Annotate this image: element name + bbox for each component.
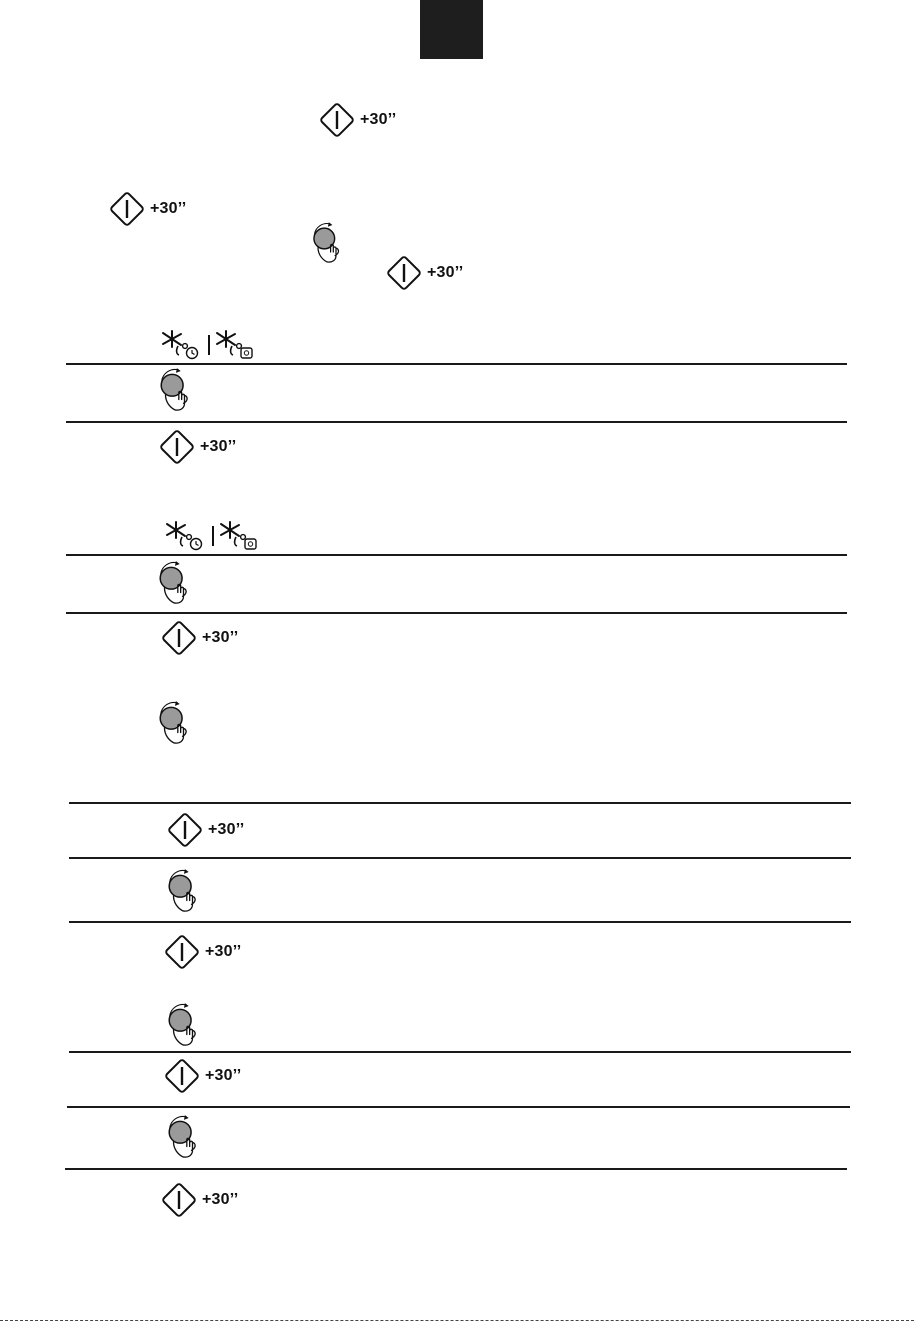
start-button[interactable]	[163, 1057, 241, 1095]
defrost-buttons[interactable]	[164, 521, 262, 551]
start-button[interactable]	[158, 428, 236, 466]
start-button[interactable]	[163, 933, 241, 971]
rotary-dial-hand-icon[interactable]	[164, 1003, 202, 1047]
start-diamond-icon	[160, 1181, 198, 1219]
start-button[interactable]	[108, 190, 186, 228]
start-button[interactable]	[160, 1181, 238, 1219]
start-diamond-icon	[163, 1057, 201, 1095]
section-tab	[420, 0, 483, 59]
row-divider	[69, 857, 851, 859]
page-edge	[0, 1320, 914, 1321]
start-diamond-icon	[160, 619, 198, 657]
row-divider	[69, 1051, 851, 1053]
row-divider	[67, 1106, 850, 1108]
rotary-dial-hand-icon[interactable]	[156, 368, 194, 412]
start-button-label: +30’’	[427, 264, 464, 281]
start-diamond-icon	[166, 811, 204, 849]
row-divider	[69, 802, 851, 804]
start-diamond-icon	[108, 190, 146, 228]
row-divider	[66, 554, 847, 556]
defrost-by-weight-icon[interactable]	[218, 521, 262, 551]
rotary-dial-hand-icon[interactable]	[164, 1115, 202, 1159]
defrost-by-time-icon[interactable]	[160, 330, 204, 360]
start-diamond-icon	[158, 428, 196, 466]
start-button[interactable]	[385, 254, 463, 292]
divider	[208, 335, 210, 355]
row-divider	[69, 921, 851, 923]
start-button-label: +30’’	[150, 200, 187, 217]
start-button-label: +30’’	[208, 821, 245, 838]
row-divider	[66, 612, 847, 614]
defrost-by-time-icon[interactable]	[164, 521, 208, 551]
defrost-by-weight-icon[interactable]	[214, 330, 258, 360]
start-button[interactable]	[166, 811, 244, 849]
start-diamond-icon	[318, 101, 356, 139]
row-divider	[66, 421, 847, 423]
start-button-label: +30’’	[205, 1067, 242, 1084]
start-button[interactable]	[160, 619, 238, 657]
start-button-label: +30’’	[205, 943, 242, 960]
rotary-dial-hand-icon[interactable]	[155, 701, 193, 745]
start-diamond-icon	[385, 254, 423, 292]
start-diamond-icon	[163, 933, 201, 971]
start-button-label: +30’’	[202, 629, 239, 646]
rotary-dial-hand-icon[interactable]	[309, 222, 345, 264]
rotary-dial-hand-icon[interactable]	[164, 869, 202, 913]
start-button-label: +30’’	[202, 1191, 239, 1208]
row-divider	[66, 363, 847, 365]
start-button[interactable]	[318, 101, 396, 139]
start-button-label: +30’’	[200, 438, 237, 455]
defrost-buttons[interactable]	[160, 330, 258, 360]
rotary-dial-hand-icon[interactable]	[155, 561, 193, 605]
row-divider	[65, 1168, 847, 1170]
start-button-label: +30’’	[360, 111, 397, 128]
divider	[212, 526, 214, 546]
